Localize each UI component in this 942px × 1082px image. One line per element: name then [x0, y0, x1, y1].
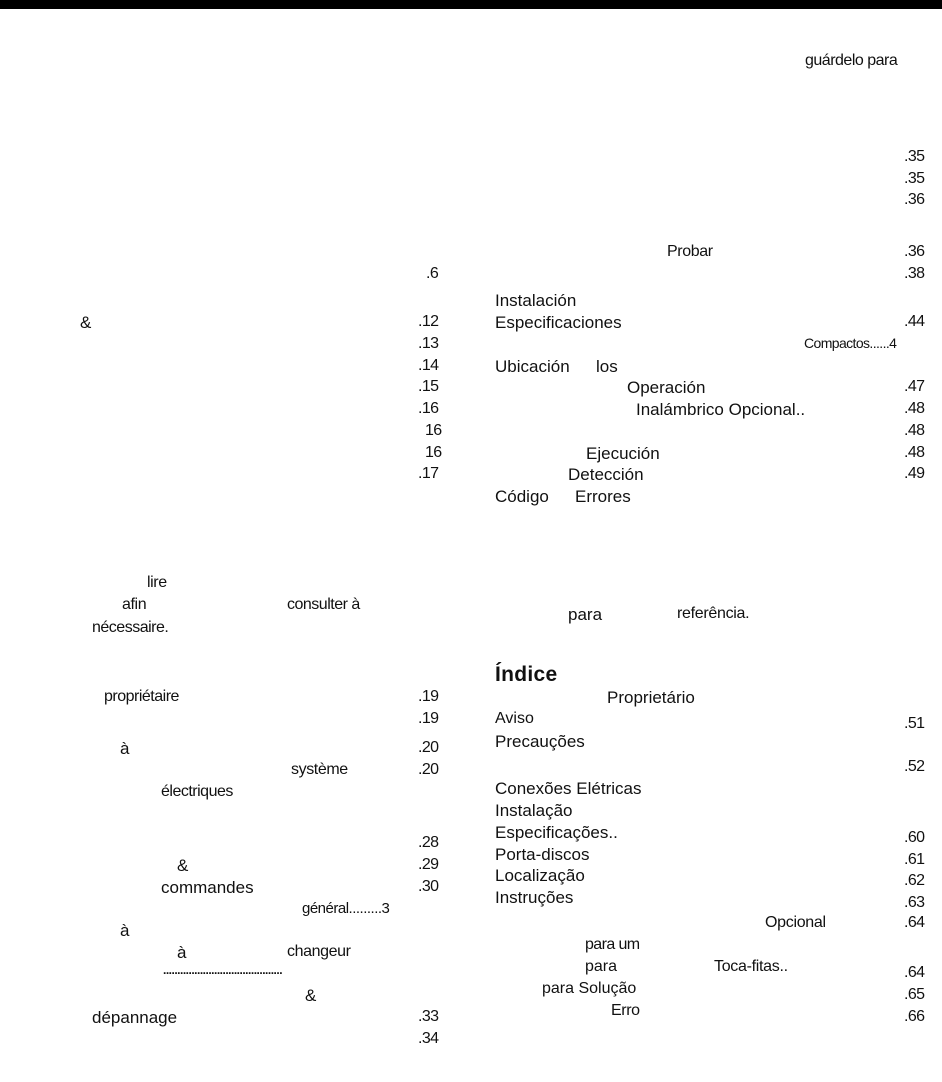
page-number: .20 [418, 739, 439, 756]
page-number: .35 [904, 148, 925, 165]
top-black-bar [0, 0, 942, 9]
toc-word: à [120, 921, 130, 940]
toc-word: électriques [161, 783, 233, 800]
toc-word: dépannage [92, 1008, 178, 1027]
page-number: .48 [904, 400, 925, 417]
page-number: .38 [904, 265, 925, 282]
toc-word: commandes [161, 878, 254, 897]
ampersand: & [305, 986, 317, 1005]
page-number: .49 [904, 465, 925, 482]
toc-word: Compactos......4 [804, 335, 897, 351]
intro-word: lire [147, 574, 167, 591]
toc-entry: Ubicación [495, 357, 570, 376]
page-number: .34 [418, 1030, 439, 1047]
page-number: .20 [418, 761, 439, 778]
page-number: .66 [904, 1008, 925, 1025]
page-number: .48 [904, 422, 925, 439]
header-fragment: guárdelo para [805, 52, 898, 69]
page-number: .19 [418, 710, 439, 727]
page-number: .36 [904, 191, 925, 208]
intro-word: referência. [677, 605, 750, 622]
page-number: .6 [426, 265, 439, 282]
page-number: .64 [904, 914, 925, 931]
toc-word: los [596, 357, 618, 376]
toc-word: Opcional [765, 914, 826, 931]
page-number: .16 [418, 400, 439, 417]
toc-entry: Código [495, 487, 549, 506]
toc-word: para um [585, 936, 640, 953]
toc-word: Inalámbrico Opcional.. [636, 400, 806, 419]
page-number: .64 [904, 964, 925, 981]
page-number: .36 [904, 243, 925, 260]
page-number: .44 [904, 313, 925, 330]
toc-entry: Instalação [495, 801, 573, 820]
page-number: .51 [904, 715, 925, 732]
page-number: .19 [418, 688, 439, 705]
page-number: .52 [904, 758, 925, 775]
toc-entry: Especificaciones [495, 313, 622, 332]
page-number: .61 [904, 851, 925, 868]
page-number: 16 [425, 422, 442, 439]
page-number: .47 [904, 378, 925, 395]
toc-entry: Aviso [495, 710, 534, 727]
intro-word: afin [122, 596, 147, 613]
toc-word: système [291, 761, 348, 778]
page-number: .17 [418, 465, 439, 482]
page-number: 16 [425, 444, 442, 461]
toc-entry: Especificações.. [495, 823, 618, 842]
ampersand: & [80, 313, 92, 332]
page-number: .33 [418, 1008, 439, 1025]
toc-entry: Localização [495, 866, 585, 885]
page-number: .13 [418, 335, 439, 352]
ampersand: & [177, 856, 189, 875]
page-number: .30 [418, 878, 439, 895]
page-number: .12 [418, 313, 439, 330]
page-number: .14 [418, 357, 439, 374]
dot-leader: .......................................... [163, 963, 283, 977]
toc-word: Ejecución [586, 444, 660, 463]
page-number: .62 [904, 872, 925, 889]
page-number: .35 [904, 170, 925, 187]
toc-word: para Solução [542, 980, 637, 997]
intro-word: para [568, 605, 603, 624]
toc-word: Toca-fitas.. [714, 958, 788, 975]
toc-word: Probar [667, 243, 713, 260]
toc-word: général.........3 [302, 900, 390, 917]
page-number: .65 [904, 986, 925, 1003]
page-number: .15 [418, 378, 439, 395]
intro-word: nécessaire. [92, 619, 169, 636]
page-number: .28 [418, 834, 439, 851]
toc-word: changeur [287, 943, 351, 960]
toc-word: Proprietário [607, 688, 695, 707]
toc-entry: Instruções [495, 888, 574, 907]
toc-word: Detección [568, 465, 644, 484]
toc-entry: Porta-discos [495, 845, 590, 864]
page-number: .29 [418, 856, 439, 873]
toc-entry: Instalación [495, 291, 577, 310]
toc-word: Operación [627, 378, 706, 397]
toc-word: propriétaire [104, 688, 179, 705]
toc-word: para [585, 958, 618, 975]
toc-word: à [120, 739, 130, 758]
intro-word: consulter à [287, 596, 360, 613]
toc-word: Errores [575, 487, 631, 506]
toc-word: Erro [611, 1002, 640, 1019]
toc-entry: Conexões Elétricas [495, 779, 642, 798]
section-heading: Índice [495, 663, 558, 686]
page-number: .63 [904, 894, 925, 911]
page-number: .48 [904, 444, 925, 461]
page-number: .60 [904, 829, 925, 846]
toc-entry: Precauções [495, 732, 585, 751]
toc-word: à [177, 943, 187, 962]
